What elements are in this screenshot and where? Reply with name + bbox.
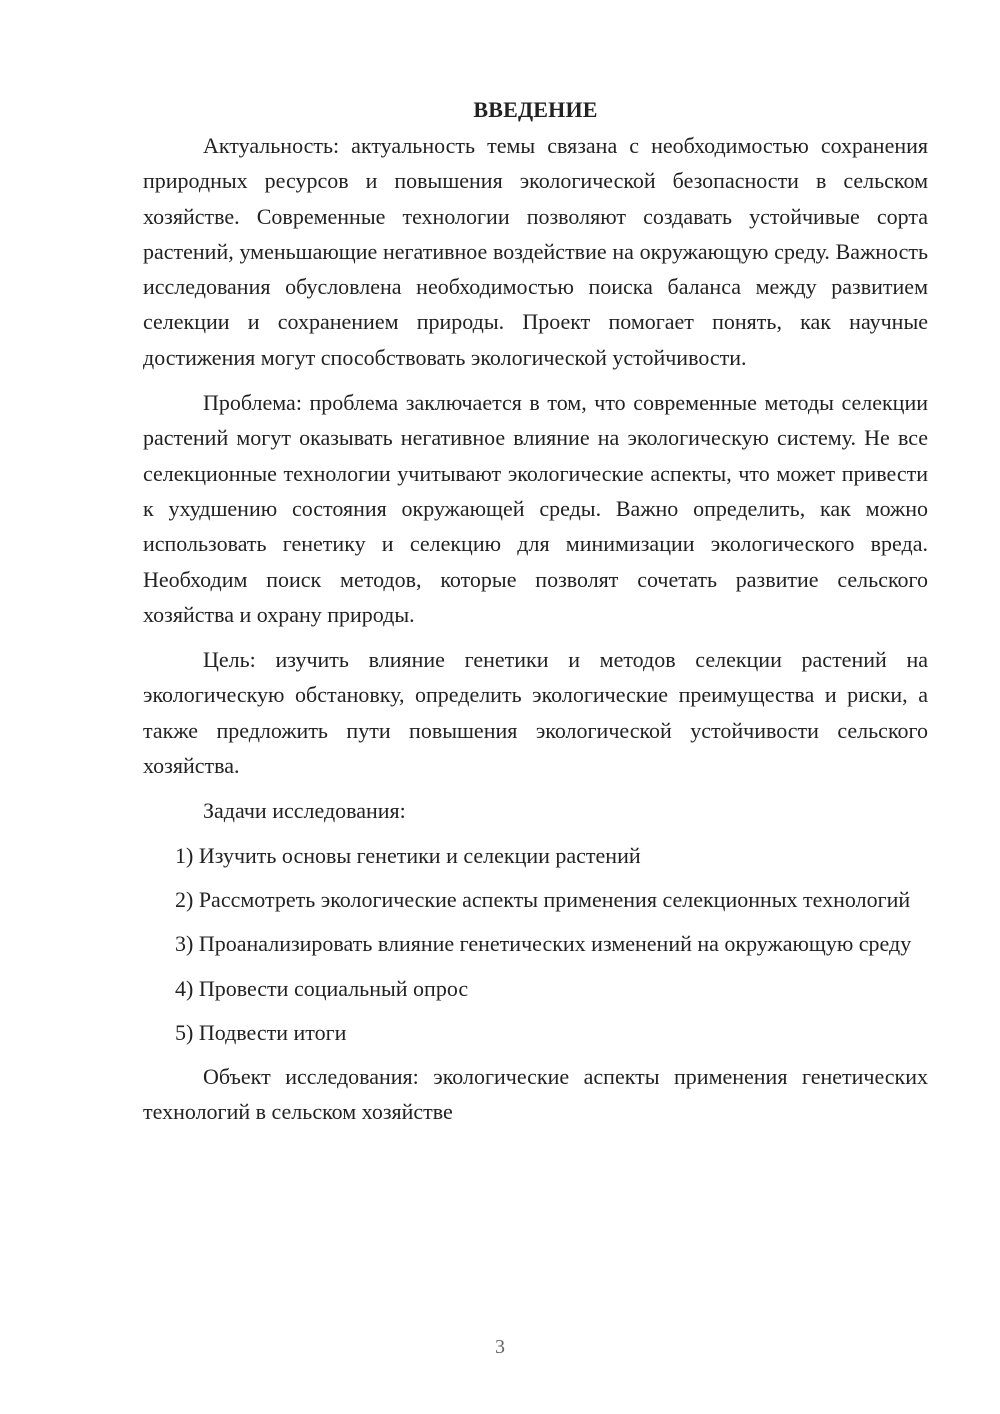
task-item-1: 1) Изучить основы генетики и селекции растений bbox=[175, 842, 641, 868]
object-paragraph: Объект исследования: экологические аспекты применения генетических технологий в сельском хозяйстве bbox=[143, 1064, 928, 1125]
task-item-3: 3) Проанализировать влияние генетических изменений на окружающую среду bbox=[175, 931, 912, 957]
task-item-2: 2) Рассмотреть экологические аспекты применения селекционных технологий bbox=[175, 886, 911, 912]
relevance-paragraph: Актуальность: актуальность темы связана с необходимостью сохранения природных ресурсов и повышения экологической безопасности в сельском хозяйстве. Современные технологии позволяют создавать устойчивые сорта растений, уменьшающие негативное воздействие на окружающую среду. Важность исследования обусловлена необходимостью поиска баланса между развитием селекции и сохранением природы. Проект помогает понять, как научные достижения могут способствовать экологической устойчивости. bbox=[143, 133, 928, 370]
task-item-5: 5) Подвести итоги bbox=[175, 1019, 347, 1045]
page-content bbox=[143, 92, 928, 1130]
section-title: ВВЕДЕНИЕ bbox=[473, 97, 598, 122]
problem-paragraph: Проблема: проблема заключается в том, что современные методы селекции растений могут оказывать негативное влияние на экологическую систему. Не все селекционные технологии учитывают экологические аспекты, что может привести к ухудшению состояния окружающей среды. Важно определить, как можно использовать генетику и селекцию для минимизации экологического вреда. Необходим поиск методов, которые позволят сочетать развитие сельского хозяйства и охрану природы. bbox=[143, 390, 928, 627]
goal-paragraph: Цель: изучить влияние генетики и методов селекции растений на экологическую обстановку, определить экологические преимущества и риски, а также предложить пути повышения экологической устойчивости сельского хозяйства. bbox=[143, 647, 928, 779]
page-number: 3 bbox=[495, 1336, 505, 1358]
tasks-heading: Задачи исследования: bbox=[203, 798, 406, 824]
task-item-4: 4) Провести социальный опрос bbox=[175, 975, 469, 1001]
